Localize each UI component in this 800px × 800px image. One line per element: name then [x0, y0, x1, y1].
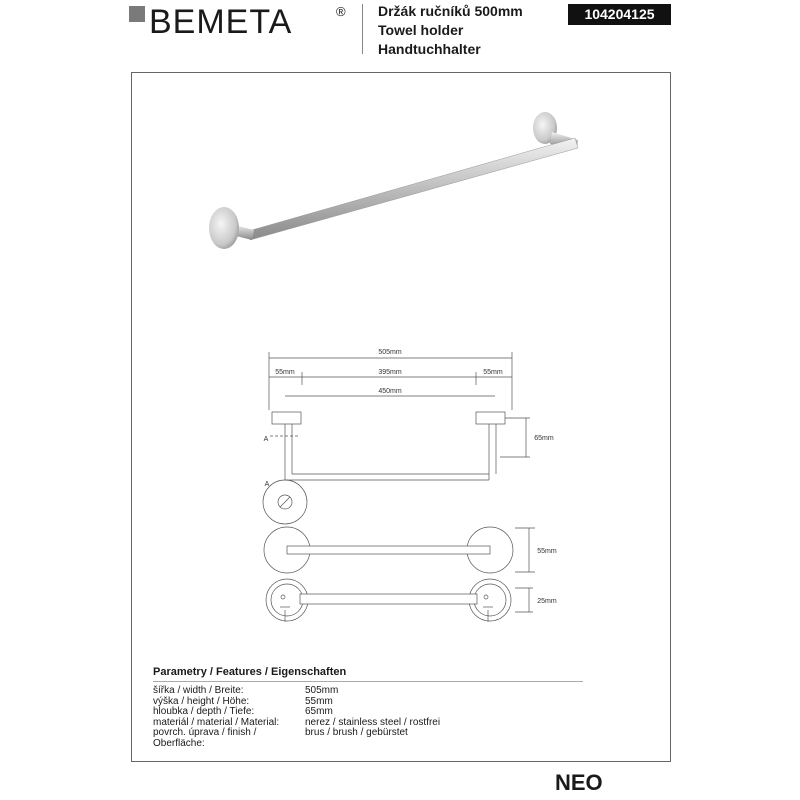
dim-total: 505mm [378, 349, 402, 356]
registered-mark: ® [336, 4, 346, 19]
section-marker: A [263, 436, 269, 443]
dim-middle: 395mm [378, 369, 402, 376]
param-label: povrch. úprava / finish / Oberfläche: [153, 727, 257, 749]
logo-square-icon [129, 6, 145, 22]
detail-marker: A [264, 481, 270, 488]
param-row [153, 728, 583, 749]
dim-depth: 65mm [534, 435, 554, 442]
dim-side-right: 55mm [483, 369, 503, 376]
title-cz: Držák ručníků 500mm [378, 3, 523, 19]
parameters-heading: Parametry / Features / Eigenschaften [153, 666, 347, 678]
product-titles [378, 2, 523, 59]
brand-name: BEMETA [149, 3, 293, 41]
param-label: materiál / material / Material: [153, 716, 280, 728]
title-de: Handtuchhalter [378, 41, 481, 57]
param-value: 505mm [305, 685, 339, 696]
left-mount-disc [209, 207, 239, 249]
series-name: NEO [555, 770, 603, 795]
title-en: Towel holder [378, 22, 464, 38]
param-label: šířka / width / Breite: [153, 685, 244, 696]
product-image [190, 100, 610, 270]
brand-logo [129, 2, 349, 42]
parameters-section [153, 666, 583, 749]
technical-drawing [240, 340, 570, 640]
param-row [153, 686, 583, 697]
header-divider [362, 4, 363, 54]
dim-height: 55mm [537, 548, 557, 555]
dim-thickness: 25mm [537, 598, 557, 605]
parameters-divider [153, 681, 583, 682]
param-value: 65mm [305, 706, 333, 717]
param-value: nerez / stainless steel / rostfrei [305, 716, 441, 728]
product-code: 104204125 [568, 4, 671, 25]
param-label: hloubka / depth / Tiefe: [153, 706, 255, 717]
dim-side-left: 55mm [275, 369, 295, 376]
param-label: výška / height / Höhe: [153, 695, 250, 707]
dim-inner: 450mm [378, 388, 402, 395]
param-value: brus / brush / gebürstet [305, 727, 408, 738]
param-value: 55mm [305, 695, 333, 707]
param-row [153, 707, 583, 718]
towel-bar [250, 138, 578, 240]
